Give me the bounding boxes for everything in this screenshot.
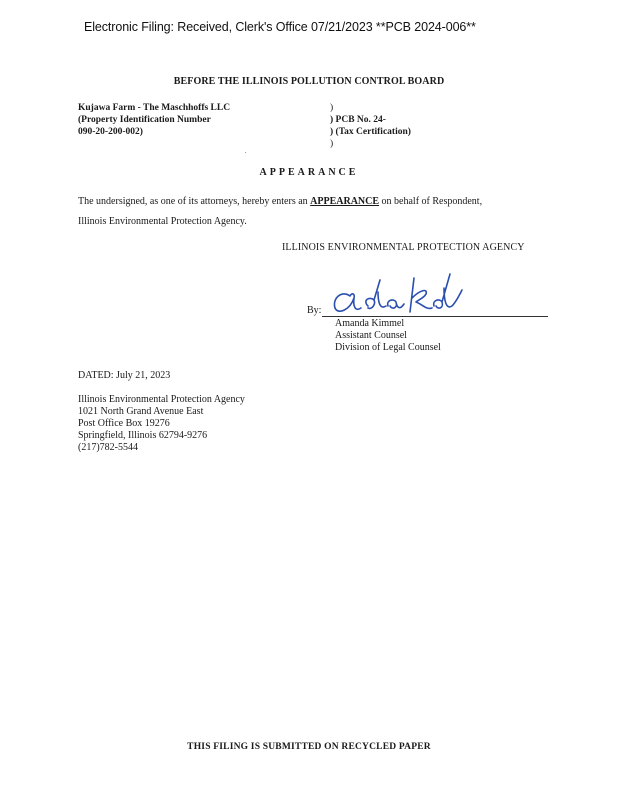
caption-bracket: ) bbox=[330, 139, 334, 149]
board-title: BEFORE THE ILLINOIS POLLUTION CONTROL BOARD bbox=[173, 76, 445, 87]
appearance-statement bbox=[78, 192, 548, 232]
statement-text: on behalf of Respondent, bbox=[379, 196, 483, 207]
signature-stroke bbox=[388, 300, 404, 308]
statement-emphasis: APPEARANCE bbox=[310, 196, 380, 207]
agency-address bbox=[78, 394, 245, 454]
address-line: Post Office Box 19276 bbox=[78, 418, 170, 429]
signature-agency: ILLINOIS ENVIRONMENTAL PROTECTION AGENCY bbox=[282, 242, 525, 253]
handwritten-signature bbox=[328, 270, 478, 316]
signature-line bbox=[322, 316, 548, 317]
case-type: ) (Tax Certification) bbox=[330, 127, 411, 137]
by-label: By: bbox=[307, 305, 322, 316]
phone-number: (217)782-5544 bbox=[78, 442, 138, 453]
signature-stroke bbox=[434, 274, 462, 308]
signer-title: Assistant Counsel bbox=[335, 330, 407, 341]
signature-stroke bbox=[410, 278, 432, 312]
address-line: Illinois Environmental Protection Agency bbox=[78, 394, 245, 405]
signer-name: Amanda Kimmel bbox=[335, 318, 405, 329]
statement-text: The undersigned, as one of its attorneys, hereby enters an bbox=[78, 196, 311, 207]
statement-line-2: Illinois Environmental Protection Agency. bbox=[78, 216, 247, 227]
document-heading: APPEARANCE bbox=[259, 167, 359, 178]
case-caption-parties bbox=[78, 102, 230, 138]
address-line: Springfield, Illinois 62794-9276 bbox=[78, 430, 208, 441]
signature-stroke bbox=[334, 294, 361, 311]
statement-line-1 bbox=[78, 192, 548, 212]
case-number: ) PCB No. 24- bbox=[330, 115, 386, 125]
caption-bracket: ) bbox=[330, 103, 334, 113]
signer-division: Division of Legal Counsel bbox=[335, 342, 441, 353]
signer-block bbox=[335, 318, 441, 354]
recycled-paper-notice: THIS FILING IS SUBMITTED ON RECYCLED PAPER bbox=[187, 742, 431, 752]
scan-dot bbox=[245, 152, 246, 153]
filing-stamp: Electronic Filing: Received, Clerk's Office 07/21/2023 **PCB 2024-006** bbox=[84, 20, 476, 34]
caption-line: 090-20-200-002) bbox=[78, 127, 143, 137]
address-line: 1021 North Grand Avenue East bbox=[78, 406, 204, 417]
caption-line: (Property Identification Number bbox=[78, 115, 211, 125]
date-line: DATED: July 21, 2023 bbox=[78, 370, 171, 381]
signature-stroke bbox=[366, 280, 386, 308]
caption-line: Kujawa Farm - The Maschhoffs LLC bbox=[78, 103, 231, 113]
case-caption-number bbox=[330, 102, 411, 150]
